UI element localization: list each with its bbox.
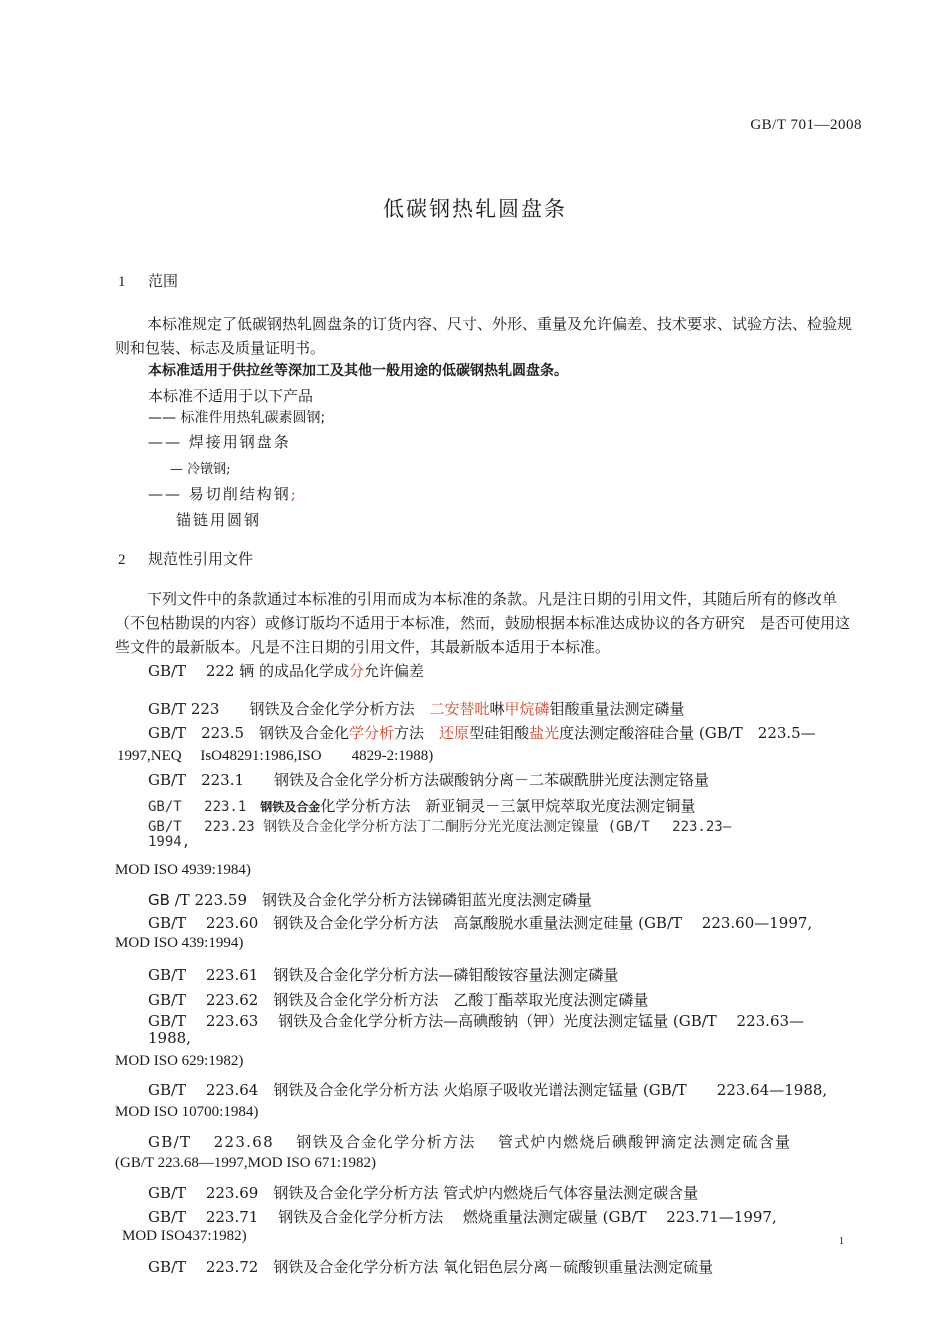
reference-continuation: MOD ISO 629:1982) — [115, 1053, 244, 1069]
reference-line — [148, 795, 695, 816]
reference-text: GB/T 223.5 钢铁及合金化 — [148, 724, 350, 742]
reference-text: 二安替吡 — [429, 700, 490, 718]
reference-text: 允许偏差 — [364, 662, 425, 680]
reference-continuation: MOD ISO437:1982) — [122, 1228, 247, 1244]
reference-line: GB/T 223.69 钢铁及合金化学分析方法 管式炉内燃烧后气体容量法测定碳含量 — [148, 1184, 699, 1202]
exclusion-item: —— 焊接用钢盘条 — [148, 433, 291, 451]
reference-continuation: 1988, — [148, 1029, 191, 1047]
standard-code: GB/T 701—2008 — [750, 117, 862, 133]
reference-text: 盐光 — [529, 724, 560, 742]
scope-exclusion-intro: 本标准不适用于以下产品 — [148, 387, 314, 405]
reference-continuation: (GB/T 223.68—1997,MOD ISO 671:1982) — [115, 1155, 376, 1171]
reference-text: 啉 — [489, 700, 505, 718]
reference-text: GB — [148, 891, 170, 909]
exclusion-item-suffix: ; — [290, 485, 298, 503]
reference-text: 钢铁及合金 — [260, 800, 321, 814]
section-1-number: 1 — [118, 274, 126, 290]
reference-line — [148, 722, 816, 743]
reference-line: GB/T 223.64 钢铁及合金化学分析方法 火焰原子吸收光谱法测定锰量 (GB/T 223.64—1988, — [148, 1081, 828, 1099]
reference-continuation: 1994, — [148, 834, 191, 850]
exclusion-item — [148, 483, 298, 504]
section-2-title: 规范性引用文件 — [148, 550, 254, 568]
reference-text: 学分析 — [349, 724, 395, 742]
reference-line — [148, 889, 592, 910]
reference-line — [148, 698, 685, 719]
references-intro: 下列文件中的条款通过本标准的引用而成为本标准的条款。凡是注日期的引用文件，其随后所有的修改单（不包枯勘误的内容）或修订版均不适用于本标准，然而，鼓励根据本标准达成协议的各方研究 是否可使用这些文件的最新版本。凡是不注日期的引用文件，其最新版本适用于本标准。 — [115, 590, 851, 656]
reference-line: GB/T 223.72 钢铁及合金化学分析方法 氧化铝色层分离－硫酸钡重量法测定硫量 — [148, 1258, 714, 1276]
reference-text: 化学分析方法 新亚铜灵－三氯甲烷萃取光度法测定铜量 — [320, 797, 696, 815]
reference-line: GB/T 223.61 钢铁及合金化学分析方法—磷钼酸铵容量法测定磷量 — [148, 966, 619, 984]
reference-line: GB/T 223.63 钢铁及合金化学分析方法—高碘酸钠（钾）光度法测定锰量 (GB/T 223.63— — [148, 1012, 805, 1030]
reference-line: GB/T 223.71 钢铁及合金化学分析方法 燃烧重量法测定碳量 (GB/T 223.71—1997, — [148, 1208, 777, 1226]
page-number: 1 — [839, 1236, 844, 1247]
section-1-heading — [118, 270, 178, 291]
reference-line: GB/T 223.62 钢铁及合金化学分析方法 乙酸丁酯萃取光度法测定磷量 — [148, 991, 649, 1009]
reference-text: GB/T 223 钢铁及合金化学分析方法 — [148, 700, 430, 718]
reference-text: 型硅钼酸 — [469, 724, 530, 742]
reference-text: GB/T 223.1 — [148, 799, 261, 815]
exclusion-item: —— 标准件用热轧碳素圆钢; — [148, 410, 326, 426]
reference-text: 甲烷磷 — [504, 700, 550, 718]
reference-text: /T 223.59 钢铁及合金化学分析方法锑磷钼蓝光度法测定磷量 — [169, 891, 593, 909]
scope-applicability: 本标准适用于供拉丝等深加工及其他一般用途的低碳钢热轧圆盘条。 — [148, 363, 568, 379]
reference-line: GB/T 223.1 钢铁及合金化学分析方法碳酸钠分离－二苯碳酰肼光度法测定铬量 — [148, 771, 710, 789]
reference-line — [148, 660, 424, 681]
reference-continuation: MOD ISO 4939:1984) — [115, 862, 251, 878]
reference-line: GB/T 223.60 钢铁及合金化学分析方法 高氯酸脱水重量法测定硅量 (GB/T 223.60—1997, — [148, 914, 813, 932]
exclusion-item: — 冷镦钢; — [170, 462, 231, 477]
scope-paragraph: 本标准规定了低碳钢热轧圆盘条的订货内容、尺寸、外形、重量及允许偏差、技术要求、试验方法、检验规则和包装、标志及质量证明书。 — [115, 315, 853, 357]
reference-text: 方法 — [394, 724, 440, 742]
reference-continuation: MOD ISO 439:1994) — [115, 935, 244, 951]
reference-text: 分 — [349, 662, 365, 680]
exclusion-item: 锚链用圆钢 — [176, 511, 262, 529]
reference-line: GB/T 223.23 钢铁及合金化学分析方法丁二酮肟分光光度法测定镍量 (GB/T 223.23— — [148, 819, 732, 835]
reference-text: 钼酸重量法测定磷量 — [549, 700, 685, 718]
section-1-title: 范围 — [148, 272, 179, 290]
reference-text: 还原 — [439, 724, 470, 742]
reference-line: GB/T 223.68 钢铁及合金化学分析方法 管式炉内燃烧后碘酸钾滴定法测定硫含量 — [148, 1133, 792, 1151]
document-title: 低碳钢热轧圆盘条 — [383, 197, 567, 221]
section-2-number: 2 — [118, 552, 126, 568]
section-2-heading — [118, 548, 253, 569]
reference-continuation: MOD ISO 10700:1984) — [115, 1104, 259, 1120]
reference-text: GB/T 222 辆 的成品化学成 — [148, 662, 349, 680]
exclusion-item-text: —— 易切削结构钢 — [148, 485, 291, 503]
reference-continuation: 1997,NEQ IsO48291:1986,ISO 4829-2:1988) — [117, 748, 434, 764]
reference-text: 度法测定酸溶硅合量 (GB/T 223.5— — [559, 724, 816, 742]
